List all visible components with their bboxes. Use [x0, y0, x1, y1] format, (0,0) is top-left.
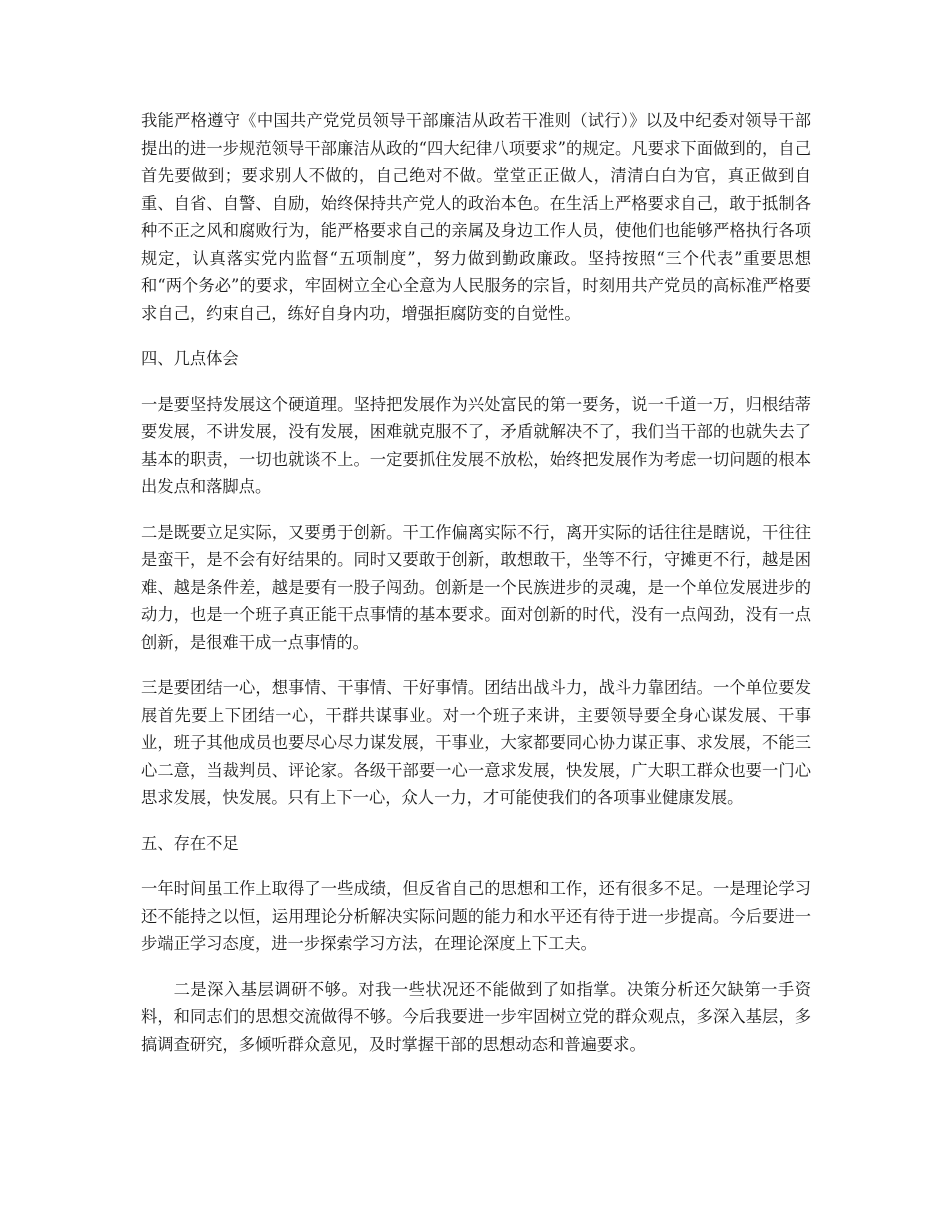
spacer — [141, 373, 811, 391]
paragraph-point-3: 三是要团结一心，想事情、干事情、干好事情。团结出战斗力，战斗力靠团结。一个单位要发展首先要上下团结一心，干群共谋事业。对一个班子来讲，主要领导要全身心谋发展、干事业，班子其他成员也要尽心尽力谋发展，干事业，大家都要同心协力谋正事、求发展，不能三心二意，当裁判员、评论家。各级干部要一心一意求发展，快发展，广大职工群众也要一门心思求发展，快发展。只有上下一心，众人一力，才可能使我们的各项事业健康发展。 — [141, 678, 811, 807]
spacer — [141, 656, 811, 674]
paragraph-shortcoming-1: 一年时间虽工作上取得了一些成绩，但反省自己的思想和工作，还有很多不足。一是理论学习还不能持之以恒，运用理论分析解决实际问题的能力和水平还有待于进一步提高。今后要进一步端正学习态度，进一步探索学习方法，在理论深度上下工夫。 — [141, 879, 811, 953]
spacer — [141, 857, 811, 875]
spacer — [141, 327, 811, 345]
paragraph-shortcoming-2: 二是深入基层调研不够。对我一些状况还不能做到了如指掌。决策分析还欠缺第一手资料，和同志们的思想交流做得不够。今后我要进一步牢固树立党的群众观点，多深入基层，多搞调查研究，多倾听群众意见，及时掌握干部的思想动态和普遍要求。 — [141, 979, 811, 1054]
document-page — [141, 107, 811, 1058]
spacer — [141, 501, 811, 519]
paragraph-point-2: 二是既要立足实际，又要勇于创新。干工作偏离实际不行，离开实际的话往往是瞎说，干往往是蛮干，是不会有好结果的。同时又要敢于创新，敢想敢干，坐等不行，守摊更不行，越是困难、越是条件差，越是要有一股子闯劲。创新是一个民族进步的灵魂，是一个单位发展进步的动力，也是一个班子真正能干点事情的基本要求。面对创新的时代，没有一点闯劲，没有一点创新，是很难干成一点事情的。 — [141, 522, 811, 652]
section-heading-5: 五、存在不足 — [141, 833, 239, 853]
spacer — [141, 812, 811, 830]
paragraph-point-1: 一是要坚持发展这个硬道理。坚持把发展作为兴处富民的第一要务，说一千道一万，归根结蒂要发展，不讲发展，没有发展，困难就克服不了，矛盾就解决不了，我们当干部的也就失去了基本的职责，一切也就谈不上。一定要抓住发展不放松，始终把发展作为考虑一切问题的根本出发点和落脚点。 — [141, 394, 811, 496]
paragraph-intro: 我能严格遵守《中国共产党党员领导干部廉洁从政若干准则（试行）》以及中纪委对领导干部提出的进一步规范领导干部廉洁从政的“四大纪律八项要求”的规定。凡要求下面做到的，自己首先要做到；要求别人不做的，自己绝对不做。堂堂正正做人，清清白白为官，真正做到自重、自省、自警、自励，始终保持共产党人的政治本色。在生活上严格要求自己，敢于抵制各种不正之风和腐败行为，能严格要求自己的亲属及身边工作人员，使他们也能够严格执行各项规定，认真落实党内监督“五项制度”，努力做到勤政廉政。坚持按照“三个代表”重要思想和“两个务必”的要求，牢固树立全心全意为人民服务的宗旨，时刻用共产党员的高标准严格要求自己，约束自己，练好自身内功，增强拒腐防变的自觉性。 — [141, 111, 811, 323]
section-heading-4: 四、几点体会 — [141, 349, 239, 368]
spacer — [141, 958, 811, 976]
